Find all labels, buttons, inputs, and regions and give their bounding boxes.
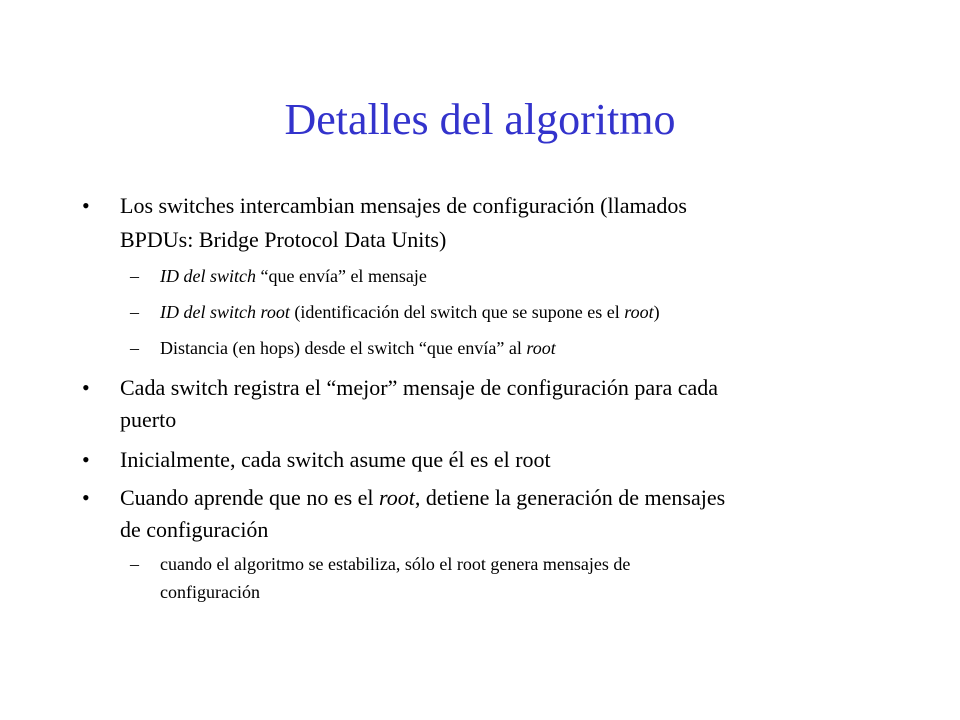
italic-term: root: [379, 485, 415, 510]
bullet-text: [120, 444, 880, 476]
bullet-text-line: Los switches intercambian mensajes de configuración (llamados: [120, 193, 687, 218]
sub-item-text: [160, 334, 860, 362]
dash-icon: –: [130, 302, 139, 322]
bullet-text-line: [120, 482, 880, 514]
bullet-text-line: Cada switch registra el “mejor” mensaje de configuración para cada: [120, 375, 718, 400]
sub-item-text-part: Distancia (en hops) desde el switch “que envía” al: [160, 338, 527, 358]
italic-term: root: [624, 302, 654, 322]
sub-item-text-line: configuración: [160, 582, 260, 602]
sub-item-text-part: (identificación del switch que se supone es el: [289, 302, 625, 322]
dash-icon: –: [130, 338, 139, 358]
sub-item-text-part: “que envía” el mensaje: [256, 266, 427, 286]
bullet-text: [120, 372, 880, 436]
bullet-text-line: BPDUs: Bridge Protocol Data Units): [120, 227, 447, 252]
italic-term: ID del switch: [160, 266, 256, 286]
bullet-icon: •: [82, 485, 90, 510]
bullet-text-part: , detiene la generación de mensajes: [414, 485, 726, 510]
bullet-icon: •: [82, 375, 90, 400]
slide-title: Detalles del algoritmo: [284, 95, 676, 144]
bullet-text: [120, 190, 880, 256]
dash-icon: –: [130, 554, 139, 574]
italic-term: root: [526, 338, 556, 358]
sub-item-text: [160, 550, 860, 606]
dash-icon: –: [130, 266, 139, 286]
bullet-text-line: Inicialmente, cada switch asume que él es el root: [120, 447, 551, 472]
sub-item-text-line: cuando el algoritmo se estabiliza, sólo el root genera mensajes de: [160, 554, 631, 574]
bullet-text-part: Cuando aprende que no es el: [120, 485, 380, 510]
bullet-icon: •: [82, 193, 90, 218]
bullet-text-line: de configuración: [120, 517, 269, 542]
sub-item-text: [160, 262, 860, 290]
sub-item-text-part: ): [653, 302, 660, 322]
sub-item-text: [160, 298, 860, 326]
italic-term: ID del switch root: [160, 302, 290, 322]
bullet-text: [120, 482, 880, 546]
bullet-icon: •: [82, 447, 90, 472]
bullet-text-line: puerto: [120, 407, 177, 432]
